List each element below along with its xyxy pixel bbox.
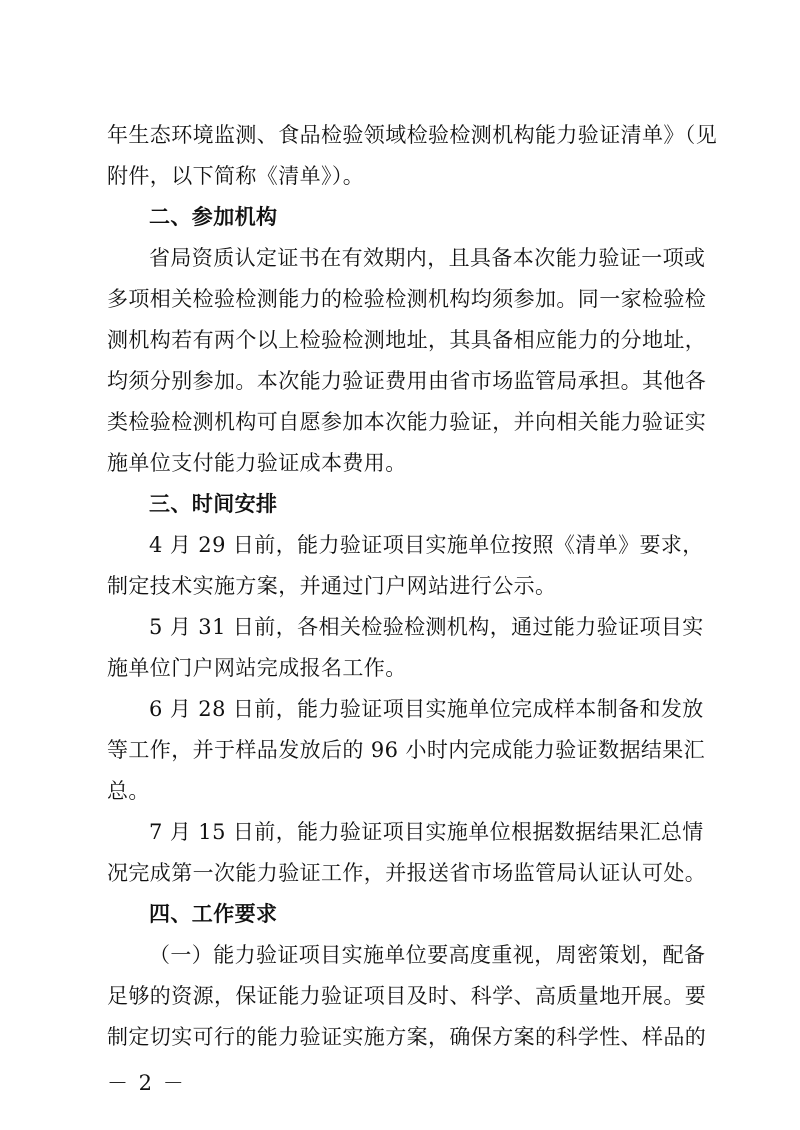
body-text-line: （一）能力验证项目实施单位要高度重视，周密策划，配备	[149, 943, 706, 967]
section-heading: 二、参加机构	[149, 205, 278, 229]
body-text-line: 均须分别参加。本次能力验证费用由省市场监管局承担。其他各	[107, 369, 707, 393]
body-text-line: 类检验检测机构可自愿参加本次能力验证，并向相关能力验证实	[107, 410, 707, 434]
section-heading: 三、时间安排	[149, 492, 278, 516]
body-text-line: 附件，以下简称《清单》）。	[107, 164, 365, 188]
body-text-line: 制定切实可行的能力验证实施方案，确保方案的科学性、样品的	[107, 1025, 707, 1049]
body-text-line: 等工作，并于样品发放后的 96 小时内完成能力验证数据结果汇	[107, 738, 706, 762]
body-text-line: 制定技术实施方案，并通过门户网站进行公示。	[107, 574, 557, 598]
body-text-line: 5 月 31 日前，各相关检验检测机构，通过能力验证项目实	[149, 615, 704, 639]
body-text-line: 测机构若有两个以上检验检测地址，其具备相应能力的分地址，	[107, 328, 707, 352]
body-text-line: 多项相关检验检测能力的检验检测机构均须参加。同一家检验检	[107, 287, 707, 311]
body-text-line: 6 月 28 日前，能力验证项目实施单位完成样本制备和发放	[149, 697, 704, 721]
body-text-line: 4 月 29 日前，能力验证项目实施单位按照《清单》要求，	[149, 533, 704, 557]
body-text-line: 施单位支付能力验证成本费用。	[107, 451, 407, 475]
section-heading: 四、工作要求	[149, 902, 278, 926]
body-text-line: 年生态环境监测、食品检验领域检验检测机构能力验证清单》（见	[107, 123, 718, 147]
body-text-line: 7 月 15 日前，能力验证项目实施单位根据数据结果汇总情	[149, 820, 704, 844]
body-text-line: 况完成第一次能力验证工作，并报送省市场监管局认证认可处。	[107, 861, 707, 885]
body-text-line: 省局资质认定证书在有效期内，且具备本次能力验证一项或	[149, 246, 706, 270]
page-number: － 2 －	[107, 1071, 186, 1095]
body-text-line: 足够的资源，保证能力验证项目及时、科学、高质量地开展。要	[107, 984, 707, 1008]
body-text-line: 总。	[107, 779, 150, 803]
body-text-line: 施单位门户网站完成报名工作。	[107, 656, 407, 680]
